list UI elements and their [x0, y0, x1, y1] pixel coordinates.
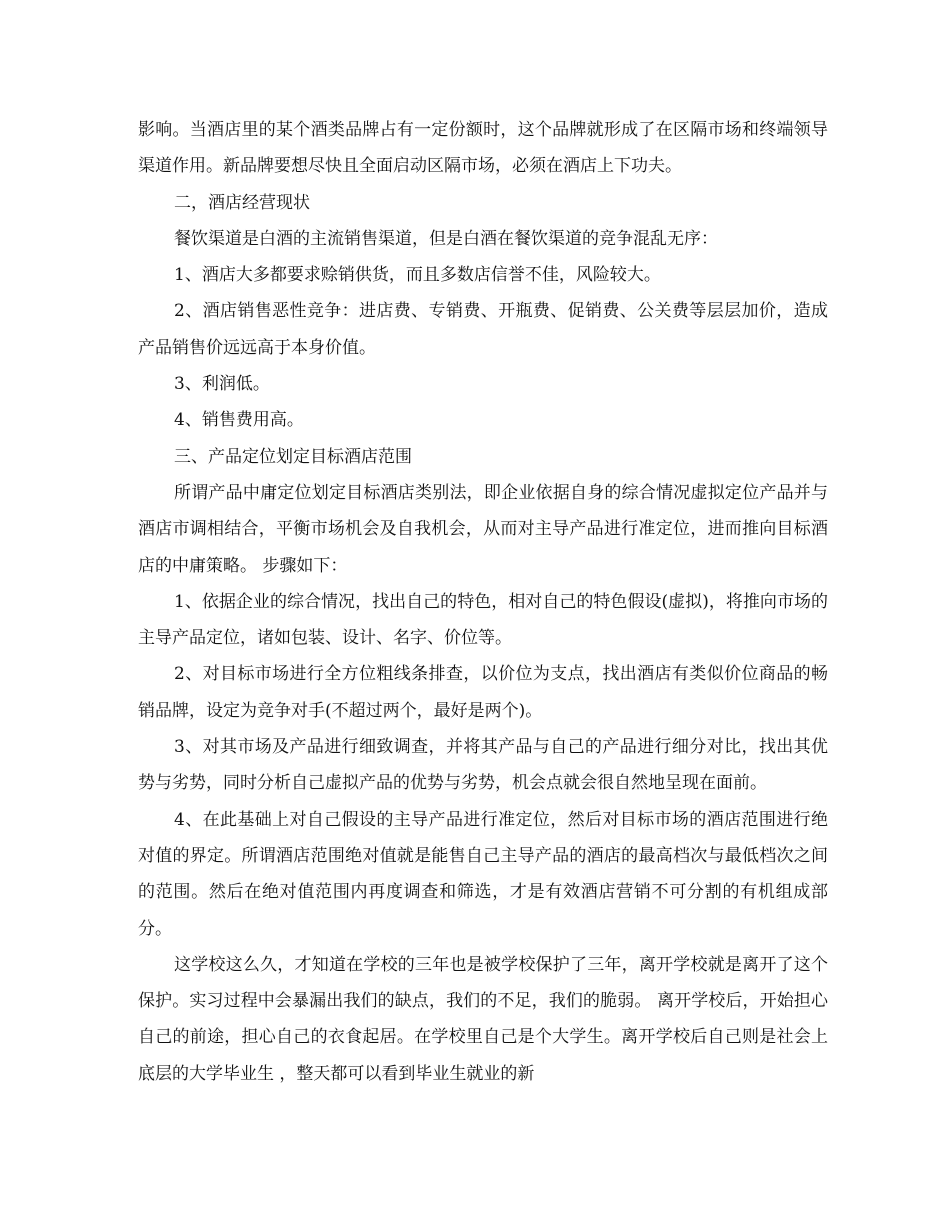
heading-product-positioning: 三、产品定位划定目标酒店范围 [174, 446, 412, 467]
paragraph-school-reflection: 这学校这么久，才知道在学校的三年也是被学校保护了三年，离开学校就是离开了这个保护。实习过程中会暴漏出我们的缺点，我们的不足，我们的脆弱。 离开学校后，开始担心自己的前途，担心自己的衣食起居。在学校里自己是个大学生。离开学校后自己则是社会上底层的大学毕业生 ，整天都可以看到毕业生就业的新 [138, 954, 828, 1084]
paragraph-positioning-method: 所谓产品中庸定位划定目标酒店类别法，即企业依据自身的综合情况虚拟定位产品并与酒店市调相结合，平衡市场机会及自我机会，从而对主导产品进行准定位，进而推向目标酒店的中庸策略。 步骤如下： [138, 482, 828, 576]
heading-hotel-status: 二，酒店经营现状 [174, 192, 310, 213]
list-item-vicious-competition: 2、酒店销售恶性竞争：进店费、专销费、开瓶费、促销费、公关费等层层加价，造成产品销售价远远高于本身价值。 [138, 301, 828, 358]
document-body [138, 112, 828, 1092]
step-item-1: 1、依据企业的综合情况，找出自己的特色，相对自己的特色假设(虚拟)，将推向市场的主导产品定位，诸如包装、设计、名字、价位等。 [138, 591, 828, 649]
paragraph-catering-channel: 餐饮渠道是白酒的主流销售渠道，但是白酒在餐饮渠道的竞争混乱无序： [174, 228, 718, 249]
step-item-4: 4、在此基础上对自己假设的主导产品进行准定位，然后对目标市场的酒店范围进行绝对值的界定。所谓酒店范围绝对值就是能售自己主导产品的酒店的最高档次与最低档次之间的范围。然后在绝对值范围内再度调查和筛选，才是有效酒店营销不可分割的有机组成部分。 [138, 809, 828, 939]
step-item-2: 2、对目标市场进行全方位粗线条排查，以价位为支点，找出酒店有类似价位商品的畅销品牌，设定为竞争对手(不超过两个，最好是两个)。 [138, 664, 828, 721]
list-item-high-cost: 4、销售费用高。 [174, 410, 304, 431]
list-item-low-profit: 3、利润低。 [174, 374, 270, 395]
list-item-credit-risk: 1、酒店大多都要求赊销供货，而且多数店信誉不佳，风险较大。 [174, 265, 661, 286]
paragraph-intro-continued: 影响。当酒店里的某个酒类品牌占有一定份额时，这个品牌就形成了在区隔市场和终端领导渠道作用。新品牌要想尽快且全面启动区隔市场，必须在酒店上下功夫。 [138, 120, 828, 177]
step-item-3: 3、对其市场及产品进行细致调查，并将其产品与自己的产品进行细分对比，找出其优势与劣势，同时分析自己虚拟产品的优势与劣势，机会点就会很自然地呈现在面前。 [138, 737, 828, 794]
